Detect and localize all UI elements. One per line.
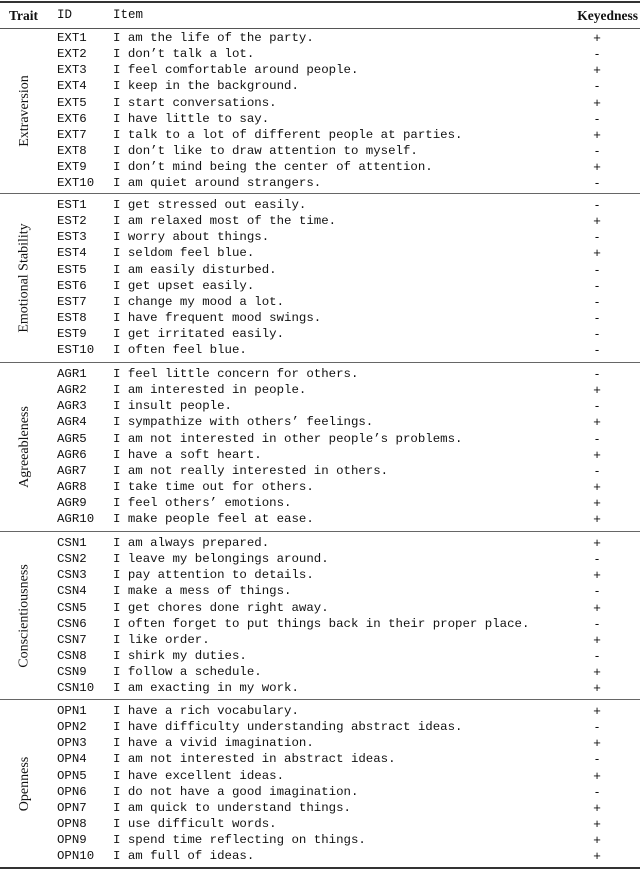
keyedness-sign: + <box>593 567 601 583</box>
header-trait: Trait <box>9 8 38 23</box>
table-row <box>0 213 640 229</box>
keyedness-sign: - <box>594 293 600 309</box>
item-text: I have frequent mood swings. <box>113 311 322 326</box>
item-id: CSN2 <box>57 552 87 567</box>
table-row <box>0 326 640 342</box>
item-text: I don’t like to draw attention to myself. <box>113 144 418 159</box>
keyedness-sign: + <box>593 213 601 229</box>
item-text: I often feel blue. <box>113 343 247 358</box>
item-id: AGR5 <box>57 431 87 446</box>
group-separator <box>0 531 640 533</box>
table-row <box>0 551 640 567</box>
item-id: EST8 <box>57 311 87 326</box>
table-row <box>0 784 640 800</box>
keyedness-sign: - <box>594 261 600 277</box>
item-text: I am interested in people. <box>113 383 307 398</box>
keyedness-sign: - <box>594 175 600 191</box>
keyedness-sign: - <box>594 462 600 478</box>
keyedness-sign: - <box>594 310 600 326</box>
table-row <box>0 535 640 551</box>
keyedness-sign: + <box>593 511 601 527</box>
item-text: I seldom feel blue. <box>113 246 255 261</box>
keyedness-sign: - <box>594 229 600 245</box>
item-id: AGR9 <box>57 496 87 511</box>
item-id: EST4 <box>57 246 87 261</box>
keyedness-sign: + <box>593 535 601 550</box>
keyedness-sign: - <box>594 110 600 126</box>
item-text: I feel others’ emotions. <box>113 496 292 511</box>
trait-group <box>0 703 640 865</box>
trait-group <box>0 366 640 528</box>
item-text: I take time out for others. <box>113 480 314 495</box>
item-id: CSN1 <box>57 536 87 550</box>
keyedness-sign: - <box>594 751 600 767</box>
item-id: EST2 <box>57 214 87 229</box>
item-text: I have a rich vocabulary. <box>113 704 299 718</box>
item-text: I feel little concern for others. <box>113 367 359 381</box>
keyedness-sign: - <box>594 551 600 567</box>
keyedness-sign: + <box>593 832 601 848</box>
keyedness-sign: - <box>594 342 600 358</box>
group-separator <box>0 362 640 364</box>
keyedness-sign: - <box>594 143 600 159</box>
keyedness-sign: - <box>594 583 600 599</box>
item-id: AGR8 <box>57 480 87 495</box>
item-text: I start conversations. <box>113 95 277 110</box>
item-id: EXT4 <box>57 79 87 94</box>
item-id: OPN5 <box>57 768 87 783</box>
item-id: CSN3 <box>57 568 87 583</box>
table-row <box>0 600 640 616</box>
keyedness-sign: + <box>593 799 601 815</box>
item-text: I make people feel at ease. <box>113 512 314 527</box>
keyedness-sign: - <box>594 197 600 212</box>
item-id: CSN5 <box>57 600 87 615</box>
item-id: AGR3 <box>57 399 87 414</box>
group-separator <box>0 193 640 195</box>
keyedness-sign: - <box>594 719 600 735</box>
keyedness-sign: - <box>594 78 600 94</box>
keyedness-sign: + <box>593 30 601 45</box>
item-id: EXT9 <box>57 160 87 175</box>
item-id: OPN3 <box>57 736 87 751</box>
keyedness-sign: + <box>593 94 601 110</box>
trait-group <box>0 535 640 697</box>
header-id: ID <box>57 8 73 22</box>
item-id: EXT10 <box>57 176 95 191</box>
table-row <box>0 735 640 751</box>
table-row <box>0 30 640 46</box>
item-id: OPN10 <box>57 849 95 864</box>
item-id: EST7 <box>57 294 87 309</box>
group-separator <box>0 699 640 701</box>
item-id: OPN1 <box>57 704 87 718</box>
table-row <box>0 111 640 127</box>
item-text: I am relaxed most of the time. <box>113 214 337 229</box>
item-id: AGR1 <box>57 367 87 381</box>
keyedness-sign: - <box>594 277 600 293</box>
table-row <box>0 703 640 719</box>
item-text: I get upset easily. <box>113 278 255 293</box>
table-row <box>0 294 640 310</box>
item-text: I don’t mind being the center of attention. <box>113 160 433 175</box>
item-id: EXT3 <box>57 63 87 78</box>
keyedness-sign: + <box>593 703 601 718</box>
item-id: CSN8 <box>57 649 87 664</box>
keyedness-sign: + <box>593 414 601 430</box>
table-row <box>0 127 640 143</box>
table-row <box>0 447 640 463</box>
item-id: AGR4 <box>57 415 87 430</box>
item-text: I often forget to put things back in their proper place. <box>113 616 530 631</box>
item-text: I talk to a lot of different people at parties. <box>113 127 463 142</box>
item-text: I am always prepared. <box>113 536 270 550</box>
item-id: EST3 <box>57 230 87 245</box>
table-row <box>0 342 640 358</box>
table-row <box>0 95 640 111</box>
item-text: I am the life of the party. <box>113 31 314 45</box>
item-id: AGR10 <box>57 512 95 527</box>
item-id: OPN7 <box>57 800 87 815</box>
keyedness-sign: + <box>593 664 601 680</box>
item-id: OPN8 <box>57 817 87 832</box>
item-text: I shirk my duties. <box>113 649 247 664</box>
keyedness-sign: + <box>593 631 601 647</box>
table-row <box>0 278 640 294</box>
trait-name: Emotional Stability <box>17 223 32 333</box>
table-row <box>0 632 640 648</box>
keyedness-sign: + <box>593 245 601 261</box>
item-text: I have difficulty understanding abstract ideas. <box>113 720 463 735</box>
item-text: I change my mood a lot. <box>113 294 285 309</box>
keyedness-sign: - <box>594 326 600 342</box>
keyedness-sign: - <box>594 648 600 664</box>
item-text: I am quick to understand things. <box>113 800 351 815</box>
table-row <box>0 175 640 191</box>
table-row <box>0 310 640 326</box>
item-text: I make a mess of things. <box>113 584 292 599</box>
keyedness-sign: + <box>593 159 601 175</box>
table-row <box>0 616 640 632</box>
keyedness-sign: - <box>594 46 600 62</box>
table-row <box>0 62 640 78</box>
item-id: EXT7 <box>57 127 87 142</box>
table-row <box>0 366 640 382</box>
item-text: I don’t talk a lot. <box>113 47 255 62</box>
table-row <box>0 495 640 511</box>
table-row <box>0 800 640 816</box>
table-row <box>0 583 640 599</box>
keyedness-sign: + <box>593 446 601 462</box>
table-row <box>0 848 640 864</box>
item-text: I have a vivid imagination. <box>113 736 314 751</box>
table-row <box>0 46 640 62</box>
table-row <box>0 382 640 398</box>
item-text: I get stressed out easily. <box>113 198 307 212</box>
item-text: I use difficult words. <box>113 817 277 832</box>
keyedness-sign: + <box>593 680 601 696</box>
item-id: CSN7 <box>57 632 87 647</box>
table-row <box>0 229 640 245</box>
item-id: OPN9 <box>57 833 87 848</box>
trait-group <box>0 30 640 192</box>
item-id: AGR7 <box>57 463 87 478</box>
trait-name: Extraversion <box>17 75 32 147</box>
keyedness-sign: + <box>593 735 601 751</box>
item-id: CSN4 <box>57 584 87 599</box>
item-text: I have little to say. <box>113 111 270 126</box>
table-row <box>0 511 640 527</box>
item-id: EST9 <box>57 327 87 342</box>
item-id: AGR6 <box>57 447 87 462</box>
item-id: EXT5 <box>57 95 87 110</box>
item-text: I sympathize with others’ feelings. <box>113 415 374 430</box>
item-text: I am not really interested in others. <box>113 463 389 478</box>
item-text: I have excellent ideas. <box>113 768 285 783</box>
item-text: I do not have a good imagination. <box>113 784 359 799</box>
header-rule <box>0 28 640 29</box>
table-row <box>0 414 640 430</box>
keyedness-sign: + <box>593 848 601 864</box>
table-row <box>0 197 640 213</box>
table-row <box>0 751 640 767</box>
item-id: CSN6 <box>57 616 87 631</box>
item-id: EXT6 <box>57 111 87 126</box>
table-row <box>0 768 640 784</box>
item-text: I like order. <box>113 632 210 647</box>
table-row <box>0 719 640 735</box>
item-id: EST10 <box>57 343 95 358</box>
keyedness-sign: + <box>593 767 601 783</box>
item-id: EST5 <box>57 262 87 277</box>
table-row <box>0 567 640 583</box>
item-text: I spend time reflecting on things. <box>113 833 366 848</box>
table-row <box>0 479 640 495</box>
table-row <box>0 262 640 278</box>
trait-group <box>0 197 640 359</box>
trait-name: Openness <box>17 756 32 812</box>
item-id: OPN6 <box>57 784 87 799</box>
table-row <box>0 78 640 94</box>
table-row <box>0 816 640 832</box>
keyedness-sign: - <box>594 430 600 446</box>
item-text: I insult people. <box>113 399 232 414</box>
item-id: CSN10 <box>57 681 95 696</box>
table-row <box>0 664 640 680</box>
keyedness-sign: - <box>594 398 600 414</box>
item-text: I am full of ideas. <box>113 849 255 864</box>
item-text: I feel comfortable around people. <box>113 63 359 78</box>
table-row <box>0 832 640 848</box>
trait-name: Agreeableness <box>17 406 33 488</box>
item-text: I get chores done right away. <box>113 600 329 615</box>
keyedness-sign: + <box>593 62 601 78</box>
table-row <box>0 680 640 696</box>
item-id: EST1 <box>57 198 87 212</box>
keyedness-sign: + <box>593 599 601 615</box>
keyedness-sign: + <box>593 382 601 398</box>
table-header <box>0 3 640 28</box>
keyedness-sign: + <box>593 126 601 142</box>
header-keyedness: Keyedness <box>577 8 638 23</box>
keyedness-sign: + <box>593 479 601 495</box>
table-row <box>0 648 640 664</box>
item-text: I am easily disturbed. <box>113 262 277 277</box>
item-text: I am quiet around strangers. <box>113 176 322 191</box>
trait-name: Conscientiousness <box>17 564 33 668</box>
table-row <box>0 463 640 479</box>
item-text: I pay attention to details. <box>113 568 314 583</box>
item-text: I leave my belongings around. <box>113 552 329 567</box>
item-text: I am not interested in abstract ideas. <box>113 752 396 767</box>
item-id: EXT8 <box>57 144 87 159</box>
keyedness-sign: - <box>594 783 600 799</box>
item-id: EXT1 <box>57 31 87 45</box>
item-text: I follow a schedule. <box>113 665 262 680</box>
table-row <box>0 431 640 447</box>
table-row <box>0 159 640 175</box>
item-text: I am exacting in my work. <box>113 681 299 696</box>
item-text: I get irritated easily. <box>113 327 285 342</box>
item-text: I have a soft heart. <box>113 447 262 462</box>
keyedness-sign: - <box>594 366 600 381</box>
header-item: Item <box>113 8 144 22</box>
keyedness-sign: - <box>594 615 600 631</box>
item-id: OPN4 <box>57 752 87 767</box>
item-id: CSN9 <box>57 665 87 680</box>
item-id: EST6 <box>57 278 87 293</box>
item-id: OPN2 <box>57 720 87 735</box>
table-row <box>0 245 640 261</box>
table-bottom-rule <box>0 867 640 869</box>
item-text: I keep in the background. <box>113 79 299 94</box>
item-id: EXT2 <box>57 47 87 62</box>
item-text: I am not interested in other people’s problems. <box>113 431 463 446</box>
keyedness-sign: + <box>593 816 601 832</box>
item-id: AGR2 <box>57 383 87 398</box>
table-row <box>0 143 640 159</box>
item-text: I worry about things. <box>113 230 270 245</box>
table-row <box>0 398 640 414</box>
keyedness-sign: + <box>593 495 601 511</box>
